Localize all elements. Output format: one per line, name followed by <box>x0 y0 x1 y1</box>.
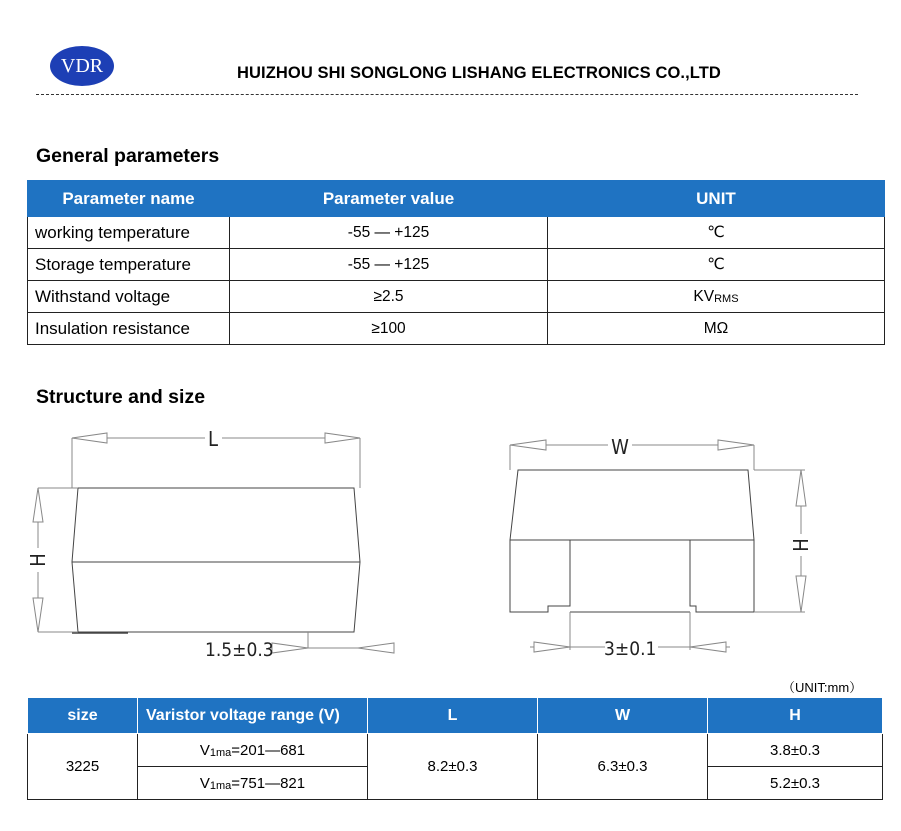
arrow-right-icon <box>325 433 360 443</box>
param-name: Storage temperature <box>28 249 230 281</box>
structure-size-title: Structure and size <box>36 386 206 408</box>
arrow-down-icon <box>796 576 806 612</box>
param-value: -55 — +125 <box>230 217 548 249</box>
voltage-range-1 <box>138 734 368 767</box>
param-value: ≥100 <box>230 313 548 345</box>
logo-text: VDR <box>60 54 104 77</box>
table-header-row <box>28 698 883 734</box>
size-value: 3225 <box>28 734 138 800</box>
width-value: 6.3±0.3 <box>538 734 708 800</box>
front-view-body <box>510 470 754 612</box>
table-row <box>28 734 883 767</box>
column-header-L: L <box>368 698 538 734</box>
column-header-parameter-name: Parameter name <box>28 181 230 217</box>
voltage-range-2 <box>138 767 368 800</box>
param-name: Withstand voltage <box>28 281 230 313</box>
arrow-right-icon <box>272 643 308 653</box>
voltage-subscript: 1ma <box>209 779 232 792</box>
param-name: Insulation resistance <box>28 313 230 345</box>
dimension-label-L: L <box>207 427 219 451</box>
arrow-left-icon <box>358 643 394 653</box>
general-parameters-title: General parameters <box>36 145 220 167</box>
voltage-subscript: 1ma <box>209 746 232 759</box>
unit-sub: RMS <box>714 292 739 305</box>
column-header-H: H <box>708 698 883 734</box>
arrow-left-icon <box>690 642 726 652</box>
range-value: =751—821 <box>231 774 306 792</box>
size-table <box>27 697 883 800</box>
side-view-body <box>72 488 360 632</box>
arrow-right-icon <box>718 440 754 450</box>
height-value-1: 3.8±0.3 <box>708 734 883 767</box>
param-unit: ℃ <box>548 217 885 249</box>
voltage-prefix: V <box>199 741 210 759</box>
column-header-parameter-value: Parameter value <box>230 181 548 217</box>
arrow-down-icon <box>33 598 43 632</box>
company-name: HUIZHOU SHI SONGLONG LISHANG ELECTRONICS CO.,LTD <box>237 64 721 82</box>
dimension-label-terminal-length: 1.5±0.3 <box>205 639 274 661</box>
height-value-2: 5.2±0.3 <box>708 767 883 800</box>
column-header-size: size <box>28 698 138 734</box>
column-header-varistor-range: Varistor voltage range (V) <box>138 698 368 734</box>
param-unit: MΩ <box>548 313 885 345</box>
arrow-up-icon <box>796 470 806 506</box>
param-value: ≥2.5 <box>230 281 548 313</box>
length-value: 8.2±0.3 <box>368 734 538 800</box>
arrow-right-icon <box>534 642 570 652</box>
param-name: working temperature <box>28 217 230 249</box>
arrow-left-icon <box>510 440 546 450</box>
dimension-label-H-front: H <box>789 538 813 552</box>
column-header-W: W <box>538 698 708 734</box>
dimension-label-H-side: H <box>26 553 50 567</box>
column-header-unit: UNIT <box>548 181 885 217</box>
arrow-up-icon <box>33 488 43 522</box>
arrow-left-icon <box>72 433 107 443</box>
unit-note: （UNIT:mm） <box>782 680 863 695</box>
range-value: =201—681 <box>231 741 306 759</box>
dimension-label-W: W <box>611 435 629 459</box>
unit-main: KV <box>693 287 715 305</box>
param-unit: ℃ <box>548 249 885 281</box>
dimension-label-terminal-width: 3±0.1 <box>604 638 657 660</box>
param-value: -55 — +125 <box>230 249 548 281</box>
voltage-prefix: V <box>199 774 210 792</box>
